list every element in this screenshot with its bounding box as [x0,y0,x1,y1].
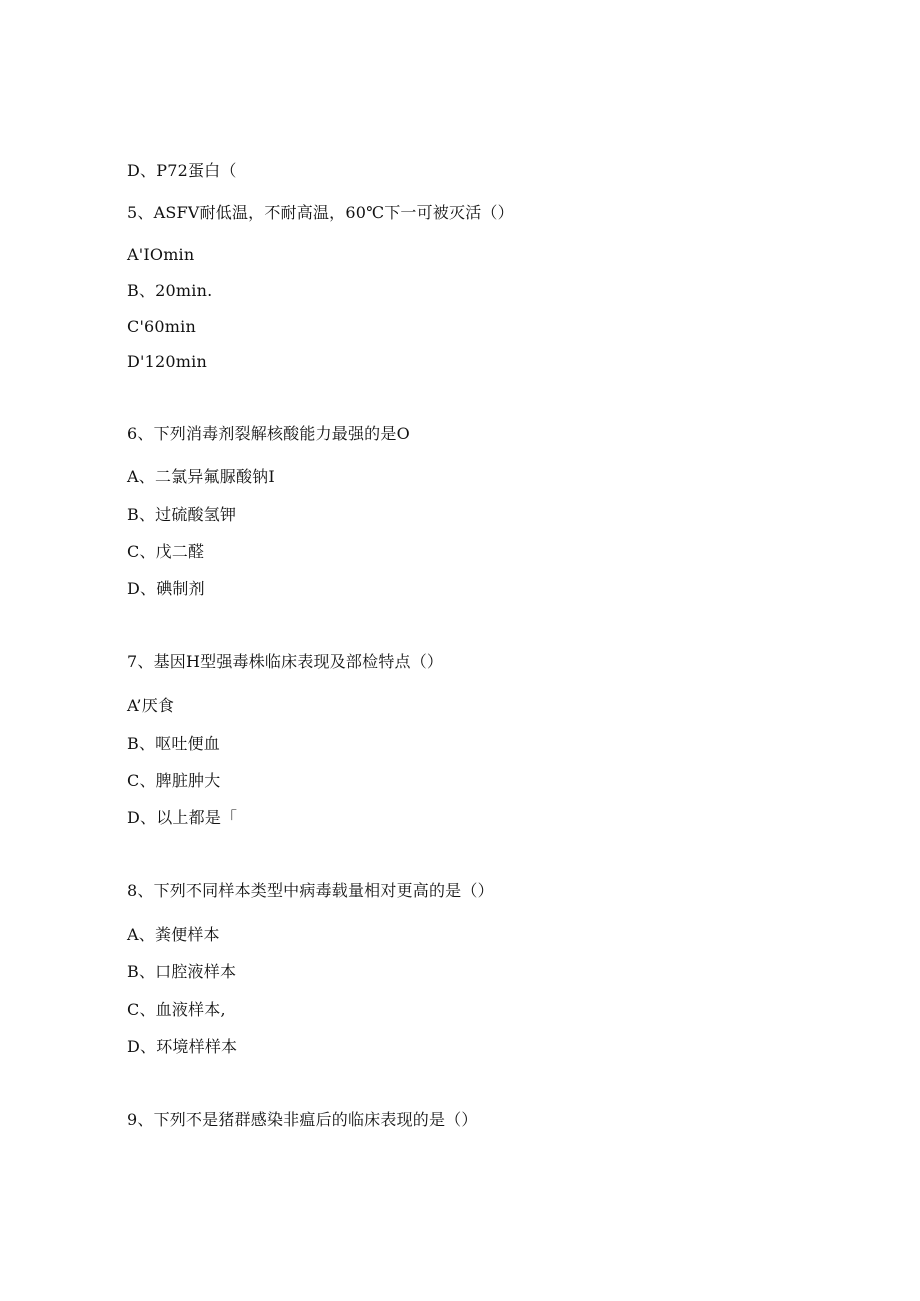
q4-option-d: D、P72蛋白（ [127,161,237,180]
question-5: 5、ASFV耐低温，不耐高温，60℃下一可被灭活（） [127,203,514,222]
q5-option-a: A'IOmin [127,245,195,264]
q6-option-b: B、过硫酸氢钾 [127,505,237,524]
q8-option-b: B、口腔液样本 [127,962,237,981]
q6-option-d: D、碘制剂 [127,579,205,598]
q7-option-d: D、以上都是「 [127,808,238,827]
q5-option-d: D'120min [127,352,207,371]
q7-option-b: B、呕吐便血 [127,734,220,753]
q8-option-d: D、环境样样本 [127,1037,238,1056]
q6-option-a: A、二氯异氟脲酸钠I [127,467,275,486]
q6-option-c: C、戊二醛 [127,542,205,561]
q7-option-a: A’厌食 [127,696,175,715]
question-8: 8、下列不同样本类型中病毒载量相对更高的是（） [127,881,494,900]
q8-option-a: A、粪便样本 [127,925,220,944]
question-7: 7、基因H型强毒株临床表现及部检特点（） [127,652,444,671]
q8-option-c: C、血液样本, [127,1000,226,1019]
question-6: 6、下列消毒剂裂解核酸能力最强的是O [127,424,410,443]
q5-option-b: B、20min. [127,281,213,300]
question-9: 9、下列不是猪群感染非瘟后的临床表现的是（） [127,1110,478,1129]
q5-option-c: C'60min [127,317,196,336]
q7-option-c: C、脾脏肿大 [127,771,221,790]
